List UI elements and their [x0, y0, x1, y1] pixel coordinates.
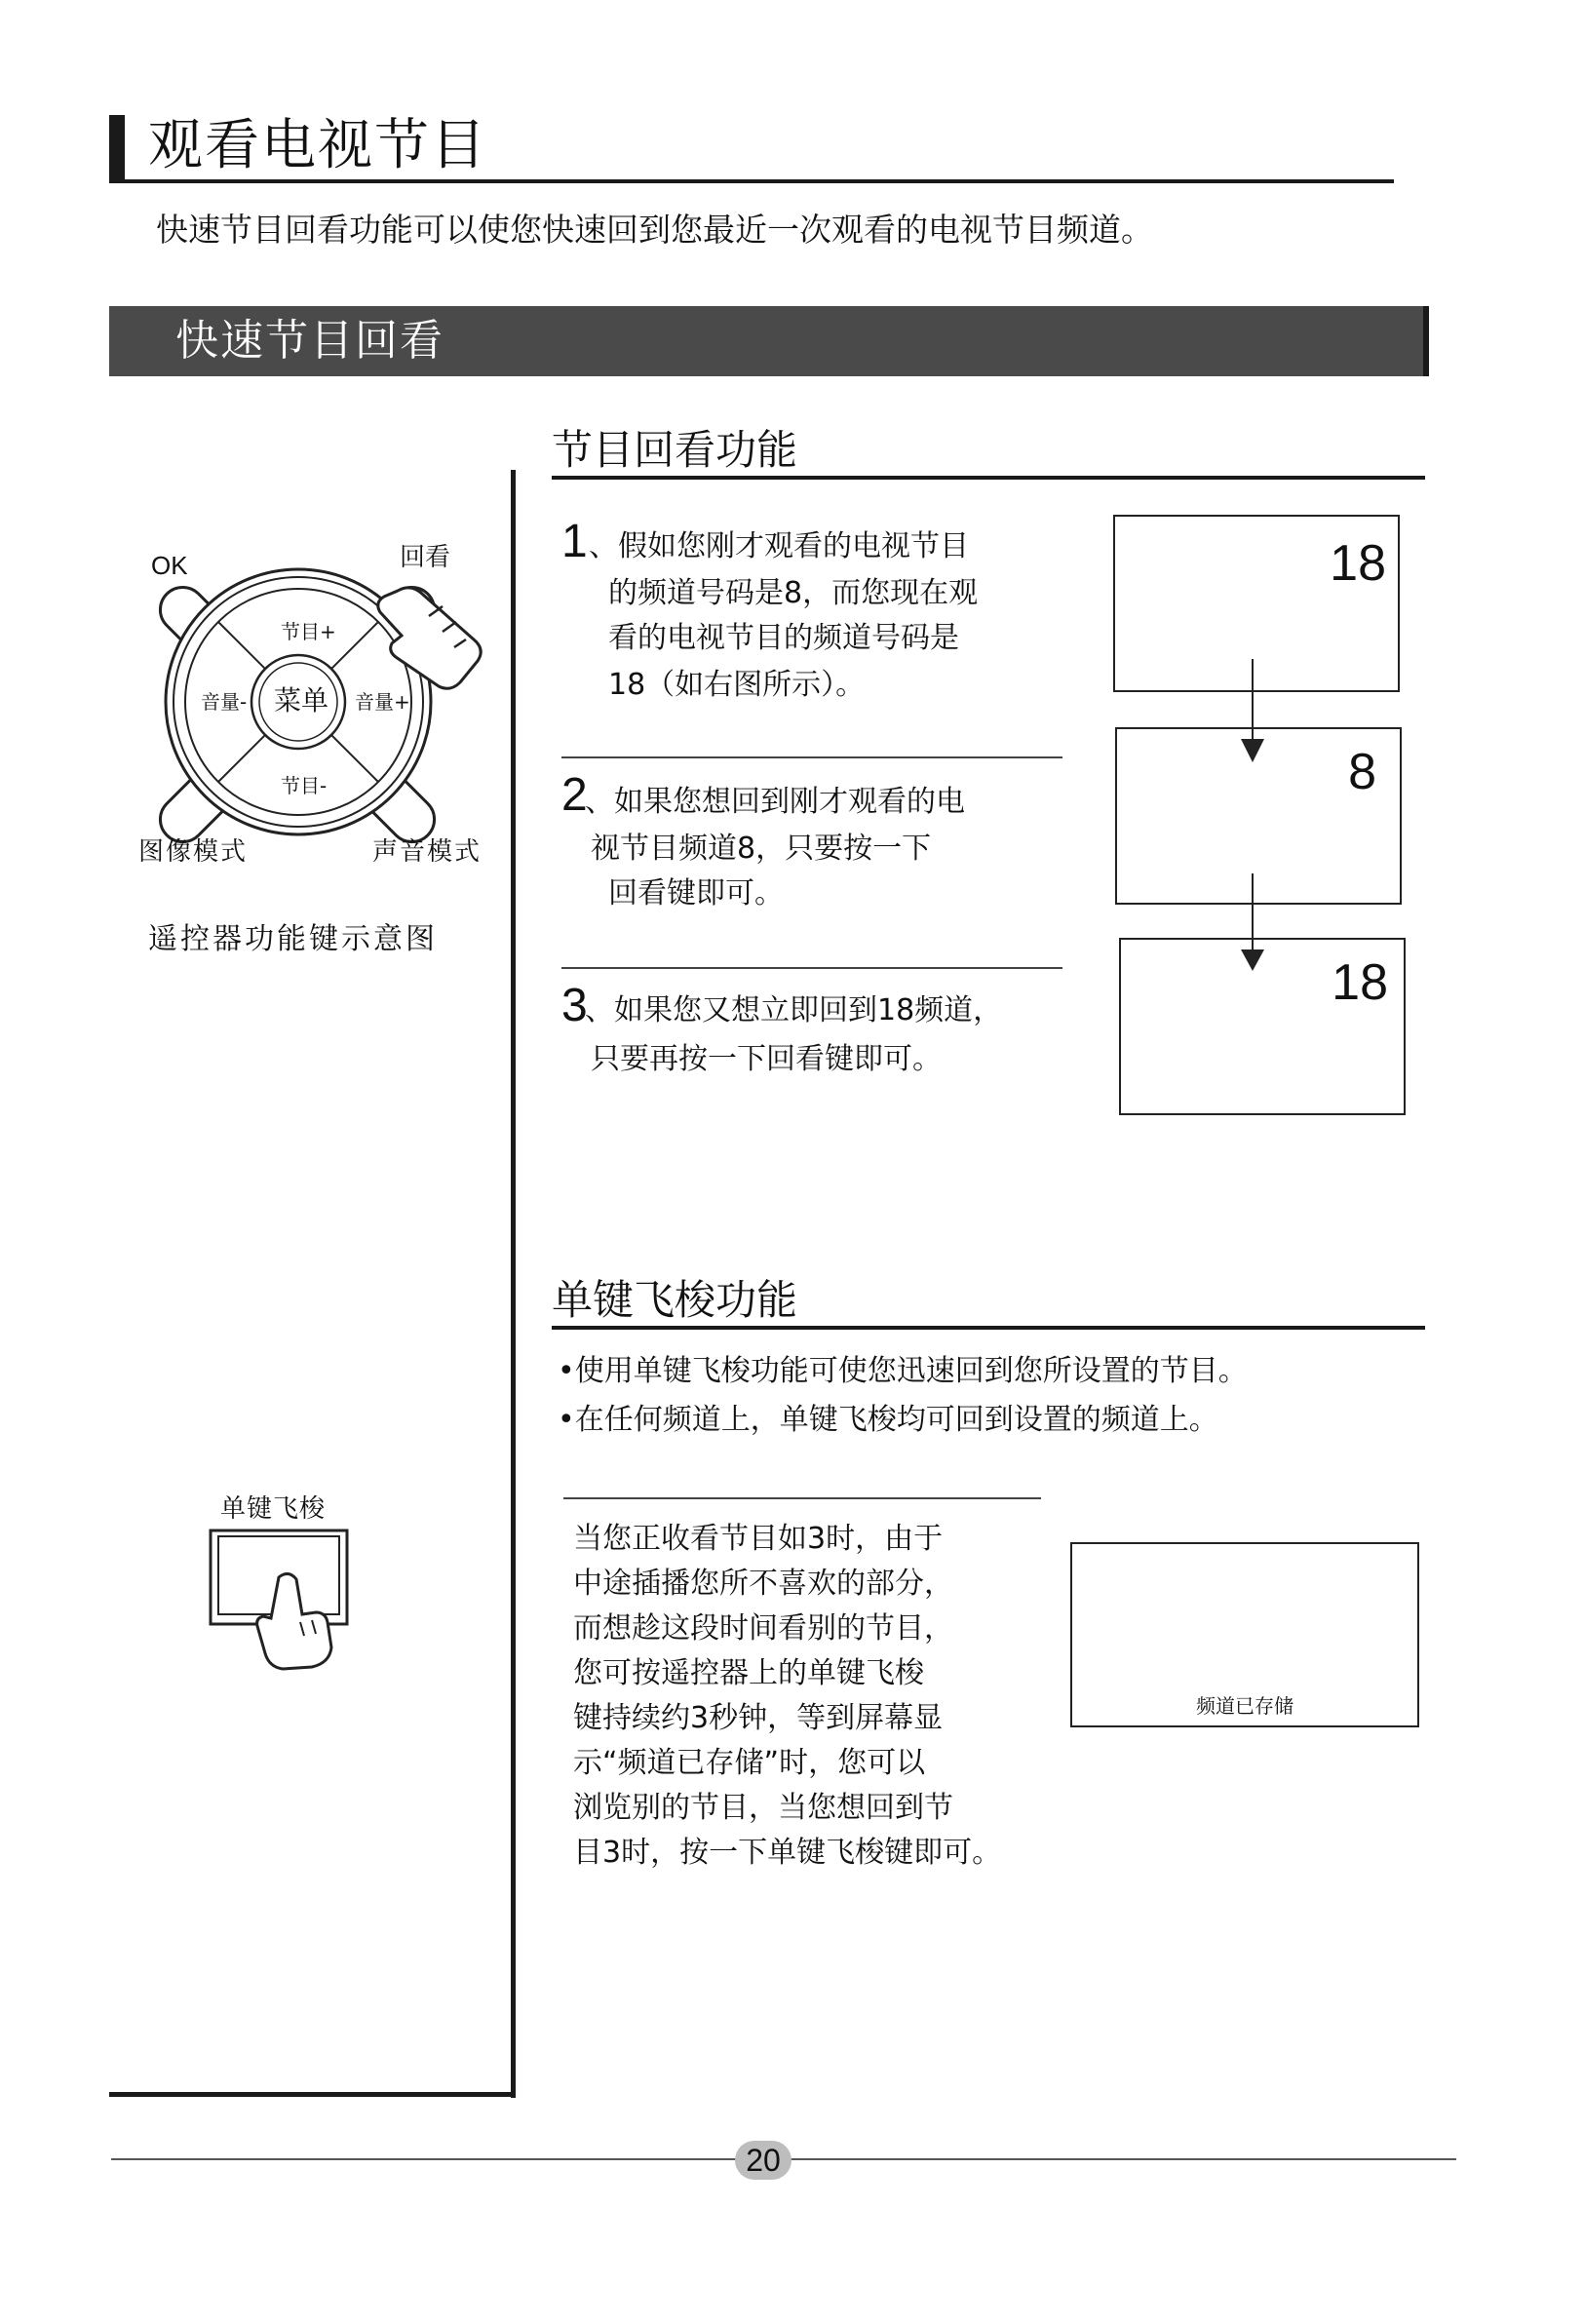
shuttle-desc-3: 而想趁这段时间看别的节目，: [573, 1611, 953, 1646]
step-3-line-2: 只要再按一下回看键即可。: [591, 1042, 942, 1076]
step-1-line-4: 18（如右图所示）。: [608, 668, 866, 702]
column-divider: [511, 470, 516, 2098]
recall-heading-rule: [552, 476, 1425, 480]
shuttle-desc-1: 当您正收看节目如3时，由于: [573, 1522, 944, 1556]
step-2-line-1: 、如果您想回到刚才观看的电: [585, 785, 965, 819]
page-title: 观看电视节目: [148, 114, 487, 177]
step-1-line-3: 看的电视节目的频道号码是: [608, 621, 959, 655]
remote-caption: 遥控器功能键示意图: [148, 922, 438, 956]
step-1-line-1: 、假如您刚才观看的电视节目: [589, 529, 969, 563]
arrow-2-head: [1241, 949, 1264, 971]
sequence-arrows: [1238, 659, 1267, 971]
menu-label: 菜单: [274, 684, 329, 717]
shuttle-desc-4: 您可按遥控器上的单键飞梭: [573, 1656, 924, 1690]
shuttle-desc-6: 示“频道已存储”时，您可以: [573, 1746, 926, 1780]
step-divider-2: [561, 967, 1062, 969]
sound-mode-label: 声音模式: [372, 837, 483, 867]
step-1-line-2: 的频道号码是8，而您现在观: [608, 576, 979, 610]
page-number: 20: [746, 2143, 781, 2178]
shuttle-bullet-1: •使用单键飞梭功能可使您迅速回到您所设置的节目。: [558, 1354, 1248, 1388]
volume-down-label: 音量-: [201, 690, 248, 714]
shuttle-heading-rule: [552, 1326, 1425, 1330]
section-band-edge: [1423, 306, 1429, 376]
recall-label: 回看: [400, 543, 451, 572]
tv-screen-1-channel: 18: [1330, 535, 1386, 592]
shuttle-divider: [563, 1497, 1041, 1499]
step-2-line-2: 视节目频道8，只要按一下: [591, 832, 932, 866]
tv-screen-3-channel: 18: [1332, 954, 1388, 1011]
step-1-number: 1: [561, 516, 588, 567]
intro-text: 快速节目回看功能可以使您快速回到您最近一次观看的电视节目频道。: [156, 211, 1153, 249]
recall-heading: 节目回看功能: [552, 426, 798, 474]
step-3-number: 3: [561, 980, 588, 1031]
shuttle-desc-7: 浏览别的节目，当您想回到节: [573, 1791, 953, 1825]
shuttle-button-diagram: [207, 1527, 363, 1673]
shuttle-button-label: 单键飞梭: [220, 1494, 327, 1524]
tv-screen-saved: [1070, 1542, 1419, 1727]
channel-saved-message: 频道已存储: [1196, 1694, 1293, 1718]
step-2-line-3: 回看键即可。: [608, 876, 784, 910]
step-2-number: 2: [561, 769, 588, 821]
ok-label: OK: [151, 551, 188, 580]
shuttle-desc-8: 目3时，按一下单键飞梭键即可。: [573, 1836, 1002, 1870]
step-3: [561, 979, 588, 1032]
step-3-line-1: 、如果您又想立即回到18频道，: [585, 993, 1003, 1027]
section-title: 快速节目回看: [175, 316, 444, 366]
program-up-label: 节目+: [281, 620, 336, 643]
shuttle-desc-5: 键持续约3秒钟，等到屏幕显: [573, 1701, 944, 1735]
title-underline: [109, 179, 1394, 183]
shuttle-desc-2: 中途插播您所不喜欢的部分，: [573, 1567, 953, 1601]
column-bottom-rule: [109, 2092, 516, 2097]
volume-up-label: 音量+: [355, 690, 410, 714]
tv-screen-2-channel: 8: [1348, 744, 1376, 800]
shuttle-bullet-2: •在任何频道上，单键飞梭均可回到设置的频道上。: [558, 1403, 1218, 1437]
picture-mode-label: 图像模式: [138, 837, 249, 867]
arrow-1-head: [1241, 739, 1264, 762]
step-2: [561, 768, 588, 822]
step-1: [561, 515, 588, 568]
shuttle-heading: 单键飞梭功能: [552, 1276, 798, 1324]
step-divider-1: [561, 756, 1062, 758]
title-marker: [109, 115, 125, 181]
program-down-label: 节目-: [281, 774, 328, 797]
